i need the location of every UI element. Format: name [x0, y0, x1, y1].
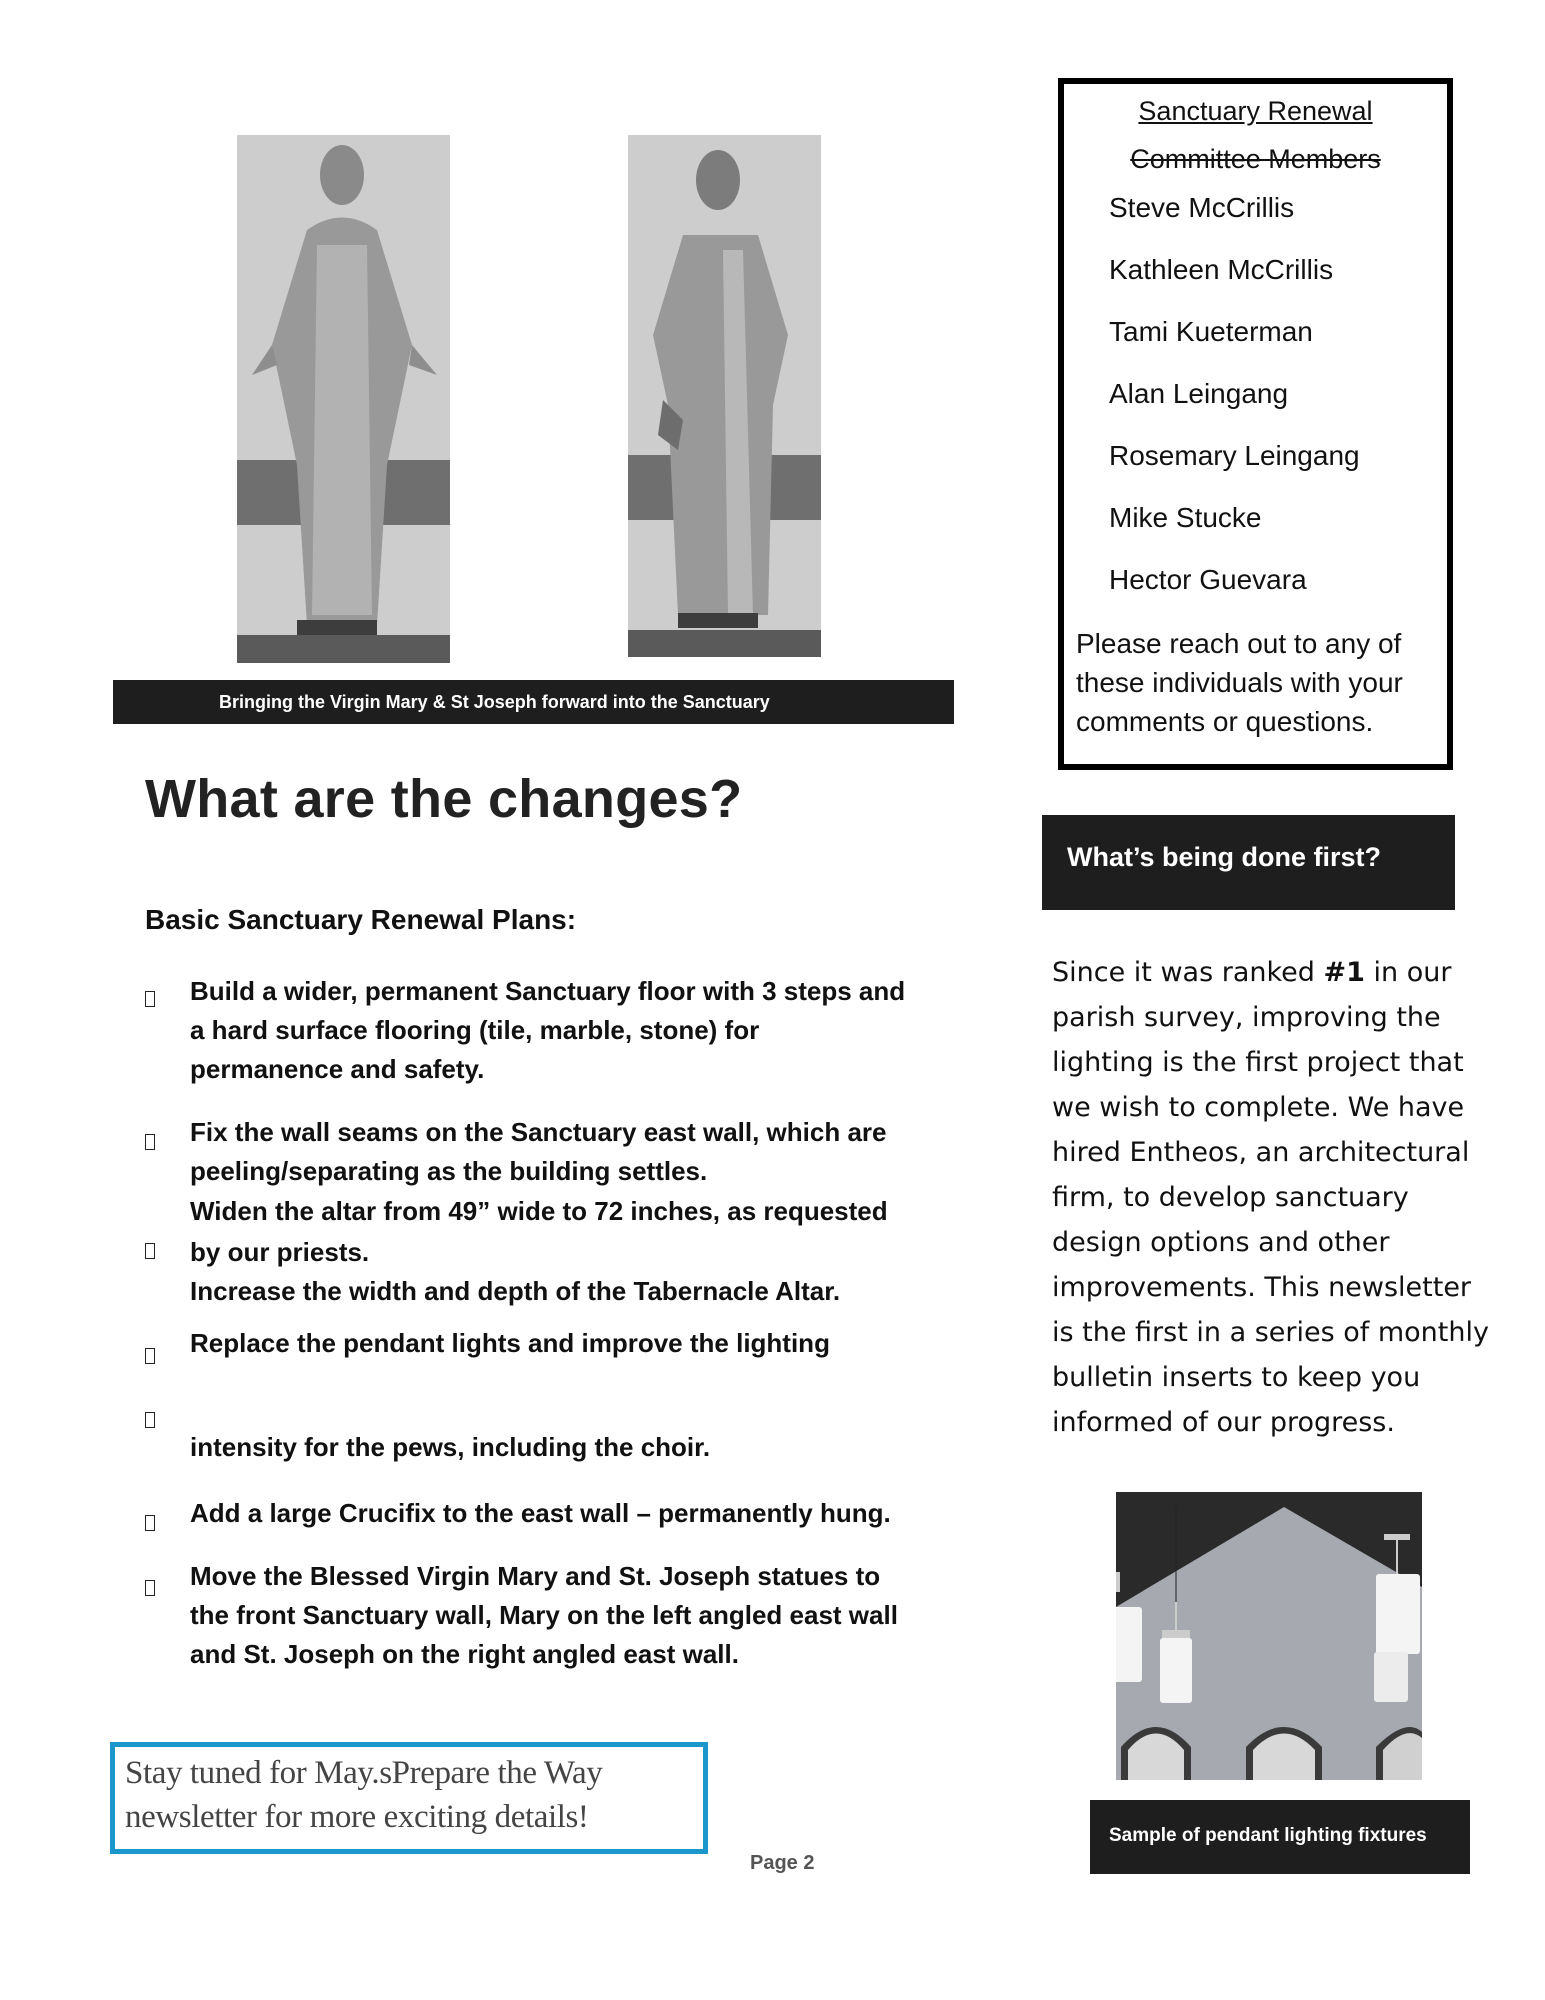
- bullet-box-icon: [145, 1580, 155, 1596]
- stay-tuned-callout: [110, 1742, 708, 1854]
- committee-member: Alan Leingang: [1109, 378, 1289, 409]
- plan-line: a hard surface flooring (tile, marble, stone) for: [190, 1015, 760, 1045]
- committee-member: Tami Kueterman: [1109, 316, 1313, 347]
- plan-line: permanence and safety.: [190, 1054, 485, 1084]
- bullet-box-icon: [145, 1348, 155, 1364]
- done-first-heading-box: [1042, 815, 1455, 910]
- plan-line: intensity for the pews, including the choir.: [190, 1432, 711, 1462]
- pendant-lighting-caption: Sample of pendant lighting fixtures: [1109, 1825, 1427, 1846]
- done-first-heading: What’s being done first?: [1067, 842, 1381, 872]
- plan-item-wall-seams: [190, 1113, 970, 1191]
- plan-item-crucifix: [190, 1494, 970, 1533]
- plan-line: Replace the pendant lights and improve the lighting: [190, 1328, 830, 1358]
- committee-member: Mike Stucke: [1109, 502, 1262, 533]
- committee-title-line1: Sanctuary Renewal: [1138, 96, 1373, 126]
- plan-item-tabernacle: [190, 1272, 970, 1311]
- pendant-lighting-photo: [1116, 1492, 1422, 1780]
- st-joseph-statue-photo: [628, 135, 821, 657]
- body-text-pre: Since it was ranked: [1052, 957, 1324, 988]
- plan-line: Fix the wall seams on the Sanctuary east wall, which are: [190, 1117, 887, 1147]
- plan-line: and St. Joseph on the right angled east wall.: [190, 1639, 739, 1669]
- committee-contact-note: Please reach out to any of these individuals with your comments or questions.: [1076, 628, 1403, 737]
- plan-item-pendant-lights: [190, 1324, 970, 1363]
- virgin-mary-statue-photo: [237, 135, 450, 663]
- plan-line: Build a wider, permanent Sanctuary floor with 3 steps and: [190, 976, 906, 1006]
- plan-line: Move the Blessed Virgin Mary and St. Joseph statues to: [190, 1561, 881, 1591]
- committee-member: Hector Guevara: [1109, 564, 1307, 595]
- done-first-body: [1052, 950, 1492, 1445]
- committee-title-line2: Committee Members: [1130, 144, 1381, 174]
- page-heading: What are the changes?: [145, 769, 743, 829]
- plan-line: peeling/separating as the building settles.: [190, 1156, 708, 1186]
- body-text-rank: #1: [1323, 957, 1365, 988]
- bullet-box-icon: [145, 1412, 155, 1428]
- bullet-box-icon: [145, 991, 155, 1007]
- bullet-box-icon: [145, 1243, 155, 1259]
- plan-line: Add a large Crucifix to the east wall – permanently hung.: [190, 1498, 891, 1528]
- committee-members-box: [1058, 78, 1453, 770]
- statues-caption-bar: [113, 680, 954, 724]
- pendant-lighting-caption-bar: [1090, 1800, 1470, 1874]
- plan-item-floor: [190, 972, 970, 1089]
- bullet-box-icon: [145, 1515, 155, 1531]
- bullet-box-icon: [145, 1134, 155, 1150]
- plan-line: by our priests.: [190, 1237, 370, 1267]
- plan-line: Widen the altar from 49” wide to 72 inches, as requested: [190, 1196, 888, 1226]
- callout-line: Stay tuned for May.sPrepare the Way: [125, 1755, 603, 1791]
- statues-caption: Bringing the Virgin Mary & St Joseph forward into the Sanctuary: [219, 692, 770, 712]
- committee-member: Steve McCrillis: [1109, 192, 1295, 223]
- page-number: Page 2: [750, 1852, 815, 1874]
- plan-line: Increase the width and depth of the Tabernacle Altar.: [190, 1276, 841, 1306]
- plan-item-move-statues: [190, 1557, 970, 1674]
- stay-tuned-text: [125, 1751, 705, 1839]
- plan-line: the front Sanctuary wall, Mary on the left angled east wall: [190, 1600, 898, 1630]
- committee-member: Kathleen McCrillis: [1109, 254, 1334, 285]
- plans-subheading: Basic Sanctuary Renewal Plans:: [145, 904, 577, 935]
- plan-item-widen-altar: [190, 1191, 970, 1273]
- callout-line: newsletter for more exciting details!: [125, 1799, 589, 1835]
- plan-item-lighting-intensity: [190, 1428, 970, 1467]
- committee-member: Rosemary Leingang: [1109, 440, 1360, 471]
- body-text-post: in our parish survey, improving the lighting is the first project that we wish to complete. We have hired Entheos, an architectural firm, to develop sanctuary design options and other improvements. This newsletter is the first in a series of monthly bulletin inserts to keep you informed of our progress.: [1052, 957, 1489, 1438]
